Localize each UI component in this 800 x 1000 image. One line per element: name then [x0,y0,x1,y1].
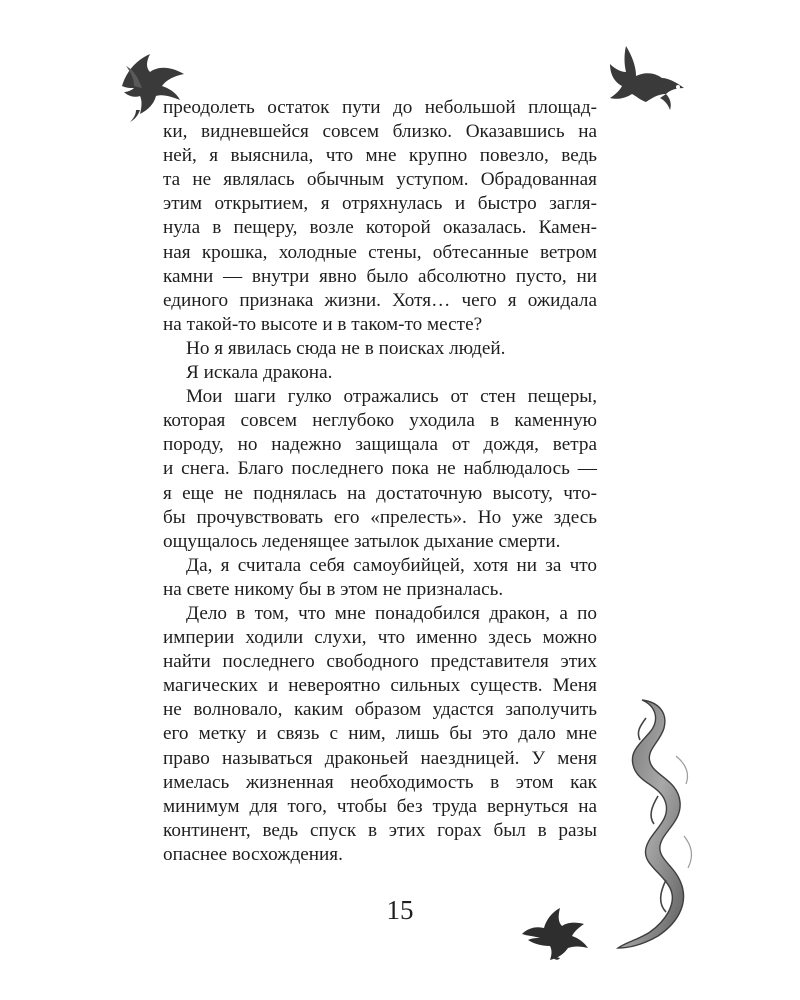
text-line: Дело в том, что мне понадобился дракон, а по [186,602,597,624]
text-line: бы прочувствовать его «прелесть». Но уже здесь [163,506,597,528]
text-line: та не являлась обычным уступом. Обрадованная [163,169,597,191]
text-line: нула в пещеру, возле которой оказалась. Камен- [163,217,597,239]
text-line: ная крошка, холодные стены, обтесанные ветром [163,241,597,263]
text-line: имелась жизненная необходимость в этом как [163,771,597,793]
text-line: преодолеть остаток пути до небольшой площад- [163,97,597,118]
text-line: на такой-то высоте и в таком-то месте? [163,313,483,335]
text-line: минимум для того, чтобы без труда вернуться на [163,795,597,817]
text-line: Да, я считала себя самоубийцей, хотя ни за что [186,554,597,576]
text-line: найти последнего свободного представителя этих [163,651,597,673]
text-line: право называться драконьей наездницей. У меня [163,747,597,769]
text-line: не волновало, каким образом удастся заполучить [163,699,597,721]
text-line: опаснее восхождения. [163,843,343,865]
text-line: которая совсем неглубоко уходила в каменную [163,410,597,432]
text-line: единого признака жизни. Хотя… чего я ожидала [163,289,597,311]
text-line: империи ходили слухи, что именно здесь можно [163,627,597,649]
text-line: ней, я выяснила, что мне крупно повезло, ведь [163,145,597,167]
text-line: Я искала дракона. [186,362,333,384]
text-line: ощущалось леденящее затылок дыхание смерти. [163,530,561,552]
text-line: я еще не поднялась на достаточную высоту, что- [163,482,597,504]
text-line: магических и невероятно сильных существ. Меня [163,675,597,697]
text-line: и снега. Благо последнего пока не наблюдалось — [163,458,597,480]
text-line: этим открытием, я отряхнулась и быстро загля- [163,193,597,215]
page-number: 15 [386,895,414,925]
text-line: на свете никому бы в этом не призналась. [163,578,504,600]
text-line: Но я явилась сюда не в поисках людей. [186,337,506,359]
text-line: камни — внутри явно было абсолютно пусто, ни [163,265,597,287]
text-line: ки, видневшейся совсем близко. Оказавшись на [163,121,597,143]
text-line: Мои шаги гулко отражались от стен пещеры, [186,386,597,408]
text-line: его метку и связь с ним, лишь бы это дало мне [163,723,597,745]
body-text [163,96,597,867]
dragon-top-right-icon [596,42,692,114]
text-line: континент, ведь спуск в этих горах был в разы [163,819,597,841]
text-line: породу, но надежно защищала от дождя, ветра [163,434,597,456]
